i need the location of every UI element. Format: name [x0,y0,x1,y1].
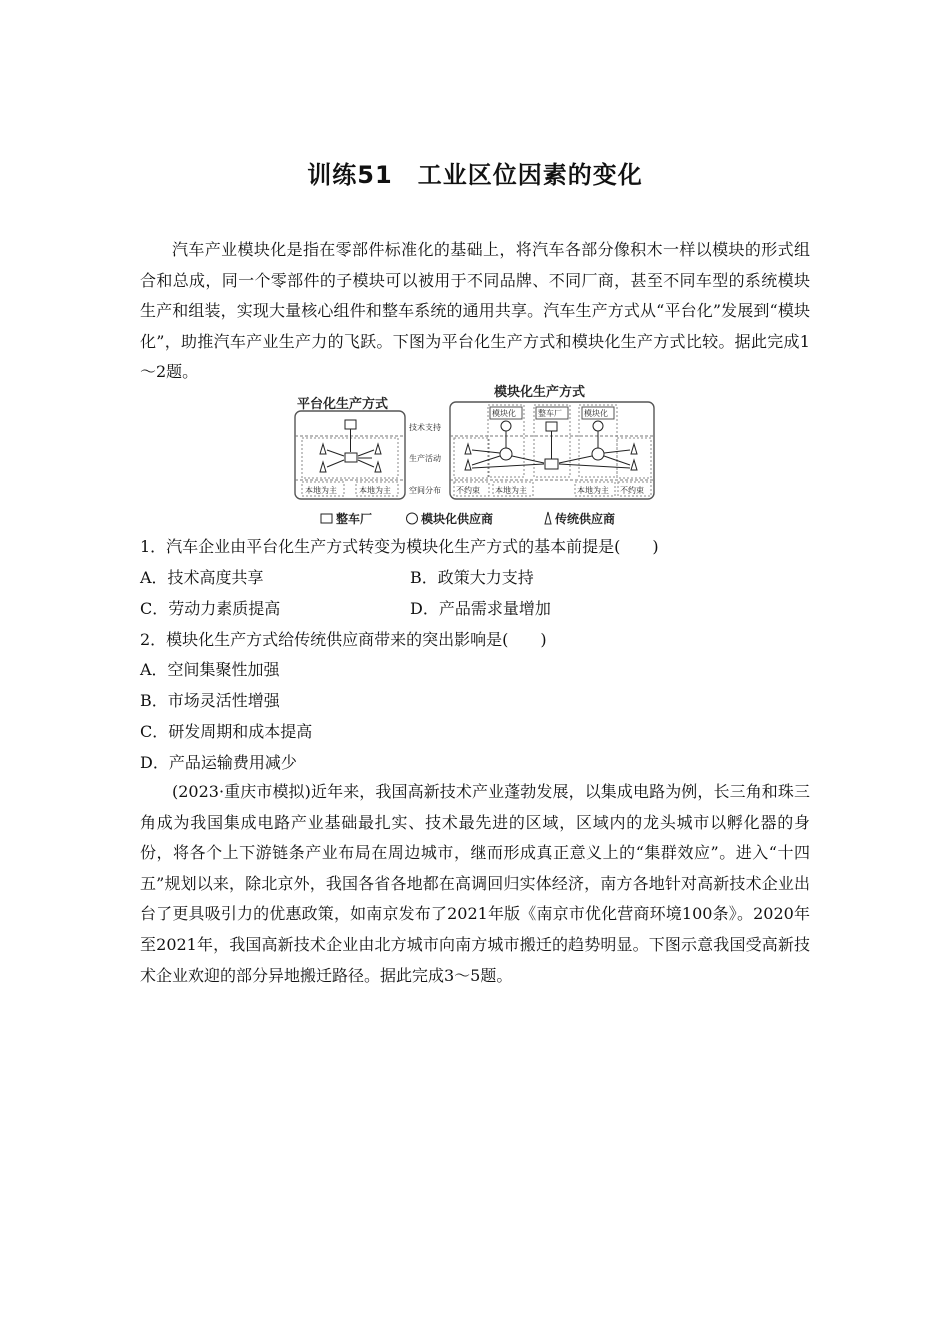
module-traditional-triangle [465,460,471,470]
legend-circle-icon [407,513,418,524]
legend-plant: 整车厂 [336,512,373,526]
passage-intro-automobile: 汽车产业模块化是指在零部件标准化的基础上，将汽车各部分像积木一样以模块的形式组合和总成，同一个零部件的子模块可以被用于不同品牌、不同厂商，甚至不同车型的系统模块生产和组装，实现大量核心组件和整车系统的通用共享。汽车生产方式从“平台化”发展到“模块化”，助推汽车产业生产力的飞跃。下图为平台化生产方式和模块化生产方式比较。据此完成1～2题。 [140,240,810,382]
legend-module: 模块化供应商 [421,512,494,526]
module-supplier-circle [593,421,603,431]
module-tech-plant-square [546,422,557,431]
question-2-option-c[interactable]: C．研发周期和成本提高 [140,722,313,741]
legend-square-icon [321,514,332,523]
module-space-3: 本地为主 [577,486,609,495]
module-space-4: 不约束 [620,486,644,495]
module-col1-label: 模块化 [492,409,516,418]
module-space-2: 本地为主 [495,486,527,495]
question-2-option-d[interactable]: D．产品运输费用减少 [140,753,297,772]
platform-supplier-triangle [320,462,326,472]
row-label-tech: 技术支持 [409,423,441,432]
module-traditional-triangle [631,444,637,454]
module-supplier-circle [592,448,604,460]
module-col3-label: 模块化 [584,409,608,418]
module-supplier-circle [500,448,512,460]
module-traditional-triangle [465,444,471,454]
production-mode-diagram [292,380,662,530]
question-1-option-a[interactable]: A．技术高度共享 [140,568,264,587]
question-2-option-b[interactable]: B．市场灵活性增强 [140,691,280,710]
module-title: 模块化生产方式 [494,385,586,400]
module-space-1: 不约束 [456,486,480,495]
platform-supplier-triangle [375,462,381,472]
platform-space-left: 本地为主 [305,486,337,495]
question-2-option-a[interactable]: A．空间集聚性加强 [140,660,280,679]
row-label-space: 空间分布 [409,486,441,495]
module-traditional-triangle [631,460,637,470]
platform-plant-square [345,453,357,462]
page-title: 训练51 工业区位因素的变化 [307,161,643,189]
legend-traditional: 传统供应商 [555,512,616,526]
module-supplier-circle [501,421,511,431]
question-1-option-b[interactable]: B．政策大力支持 [410,568,534,587]
question-1-option-c[interactable]: C．劳动力素质提高 [140,599,281,618]
question-1-option-d[interactable]: D．产品需求量增加 [410,599,551,618]
passage-high-tech-relocation: (2023·重庆市模拟)近年来，我国高新技术产业蓬勃发展，以集成电路为例，长三角和珠三角成为我国集成电路产业基础最扎实、技术最先进的区域，区域内的龙头城市以孵化器的身份，将各个上下游链条产业布局在周边城市，继而形成真正意义上的“集群效应”。进入“十四五”规划以来，除北京外，我国各省各地都在高调回归实体经济，南方各地针对高新技术企业出台了更具吸引力的优惠政策，如南京发布了2021年版《南京市优化营商环境100条》。2020年至2021年，我国高新技术企业由北方城市向南方城市搬迁的趋势明显。下图示意我国受高新技术企业欢迎的部分异地搬迁路径。据此完成3～5题。 [140,782,810,985]
module-col2-label: 整车厂 [538,409,562,418]
platform-title: 平台化生产方式 [297,397,389,412]
platform-space-right: 本地为主 [359,486,391,495]
platform-supplier-triangle [375,444,381,454]
platform-supplier-triangle [320,444,326,454]
legend-triangle-icon [545,512,551,524]
platform-tech-plant-square [345,420,356,429]
question-1-stem: 1．汽车企业由平台化生产方式转变为模块化生产方式的基本前提是( ) [140,537,659,556]
module-plant-square [545,459,558,469]
question-2-stem: 2．模块化生产方式给传统供应商带来的突出影响是( ) [140,630,547,649]
row-label-activity: 生产活动 [409,454,441,463]
